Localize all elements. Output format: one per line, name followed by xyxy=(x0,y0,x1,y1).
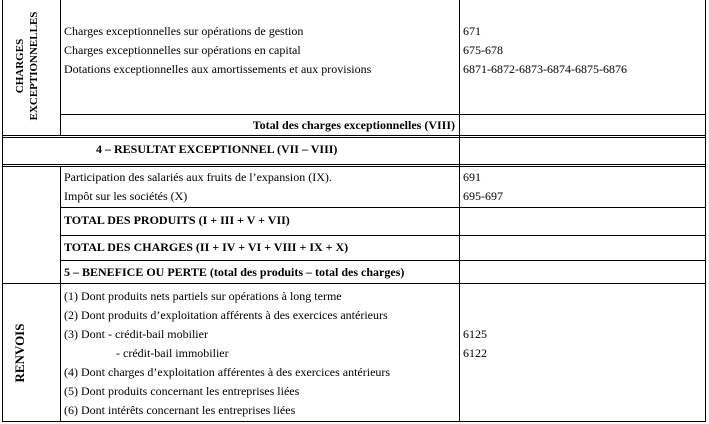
renvoi-item: (3) Dont - crédit-bail mobilier xyxy=(64,327,208,341)
renvoi-code: 6122 xyxy=(463,346,487,360)
divider xyxy=(60,114,706,115)
divider xyxy=(2,137,706,138)
row-code: 691 xyxy=(463,170,481,184)
divider xyxy=(60,0,61,136)
renvoi-item: (6) Dont intérêts concernant les entreprises liées xyxy=(64,403,296,417)
divider xyxy=(60,235,706,236)
divider xyxy=(60,166,61,422)
renvoi-item: (1) Dont produits nets partiels sur opérations à long terme xyxy=(64,289,342,303)
side-label-exceptionnelles: EXCEPTIONNELLES xyxy=(28,11,40,121)
renvoi-item: (4) Dont charges d’exploitation afférentes à des exercices antérieurs xyxy=(64,365,391,379)
row-code: 6871-6872-6873-6874-6875-6876 xyxy=(463,62,627,76)
total-charges-exceptionnelles: Total des charges exceptionnelles (VIII) xyxy=(252,118,455,132)
divider xyxy=(2,166,706,167)
renvoi-item: (2) Dont produits d’exploitation afférents à des exercices antérieurs xyxy=(64,308,388,322)
benefice-ou-perte: 5 – BENEFICE OU PERTE (total des produits – total des charges) xyxy=(64,265,405,279)
renvoi-item: - crédit-bail immobilier xyxy=(116,346,229,360)
resultat-exceptionnel: 4 – RESULTAT EXCEPTIONNEL (VII – VIII) xyxy=(96,142,338,156)
row-label: Dotations exceptionnelles aux amortissements et aux provisions xyxy=(64,62,372,76)
row-code: 671 xyxy=(463,24,481,38)
row-label: Charges exceptionnelles sur opérations en capital xyxy=(64,43,301,57)
side-label-charges: CHARGES xyxy=(14,38,26,94)
row-code: 695-697 xyxy=(463,189,503,203)
row-code: 675-678 xyxy=(463,43,503,57)
divider xyxy=(60,260,706,261)
divider xyxy=(2,283,706,284)
total-charges: TOTAL DES CHARGES (II + IV + VI + VIII + IX + X) xyxy=(64,240,349,254)
total-produits: TOTAL DES PRODUITS (I + III + V + VII) xyxy=(64,213,290,227)
renvoi-item: (5) Dont produits concernant les entreprises liées xyxy=(64,384,300,398)
side-label-renvois: RENVOIS xyxy=(12,323,27,383)
divider xyxy=(60,207,706,208)
divider xyxy=(459,0,460,422)
row-label: Impôt sur les sociétés (X) xyxy=(64,189,188,203)
row-label: Participation des salariés aux fruits de l’expansion (IX). xyxy=(64,170,332,184)
divider xyxy=(2,135,706,136)
renvoi-code: 6125 xyxy=(463,327,487,341)
divider xyxy=(2,164,706,165)
row-label: Charges exceptionnelles sur opérations de gestion xyxy=(64,24,304,38)
